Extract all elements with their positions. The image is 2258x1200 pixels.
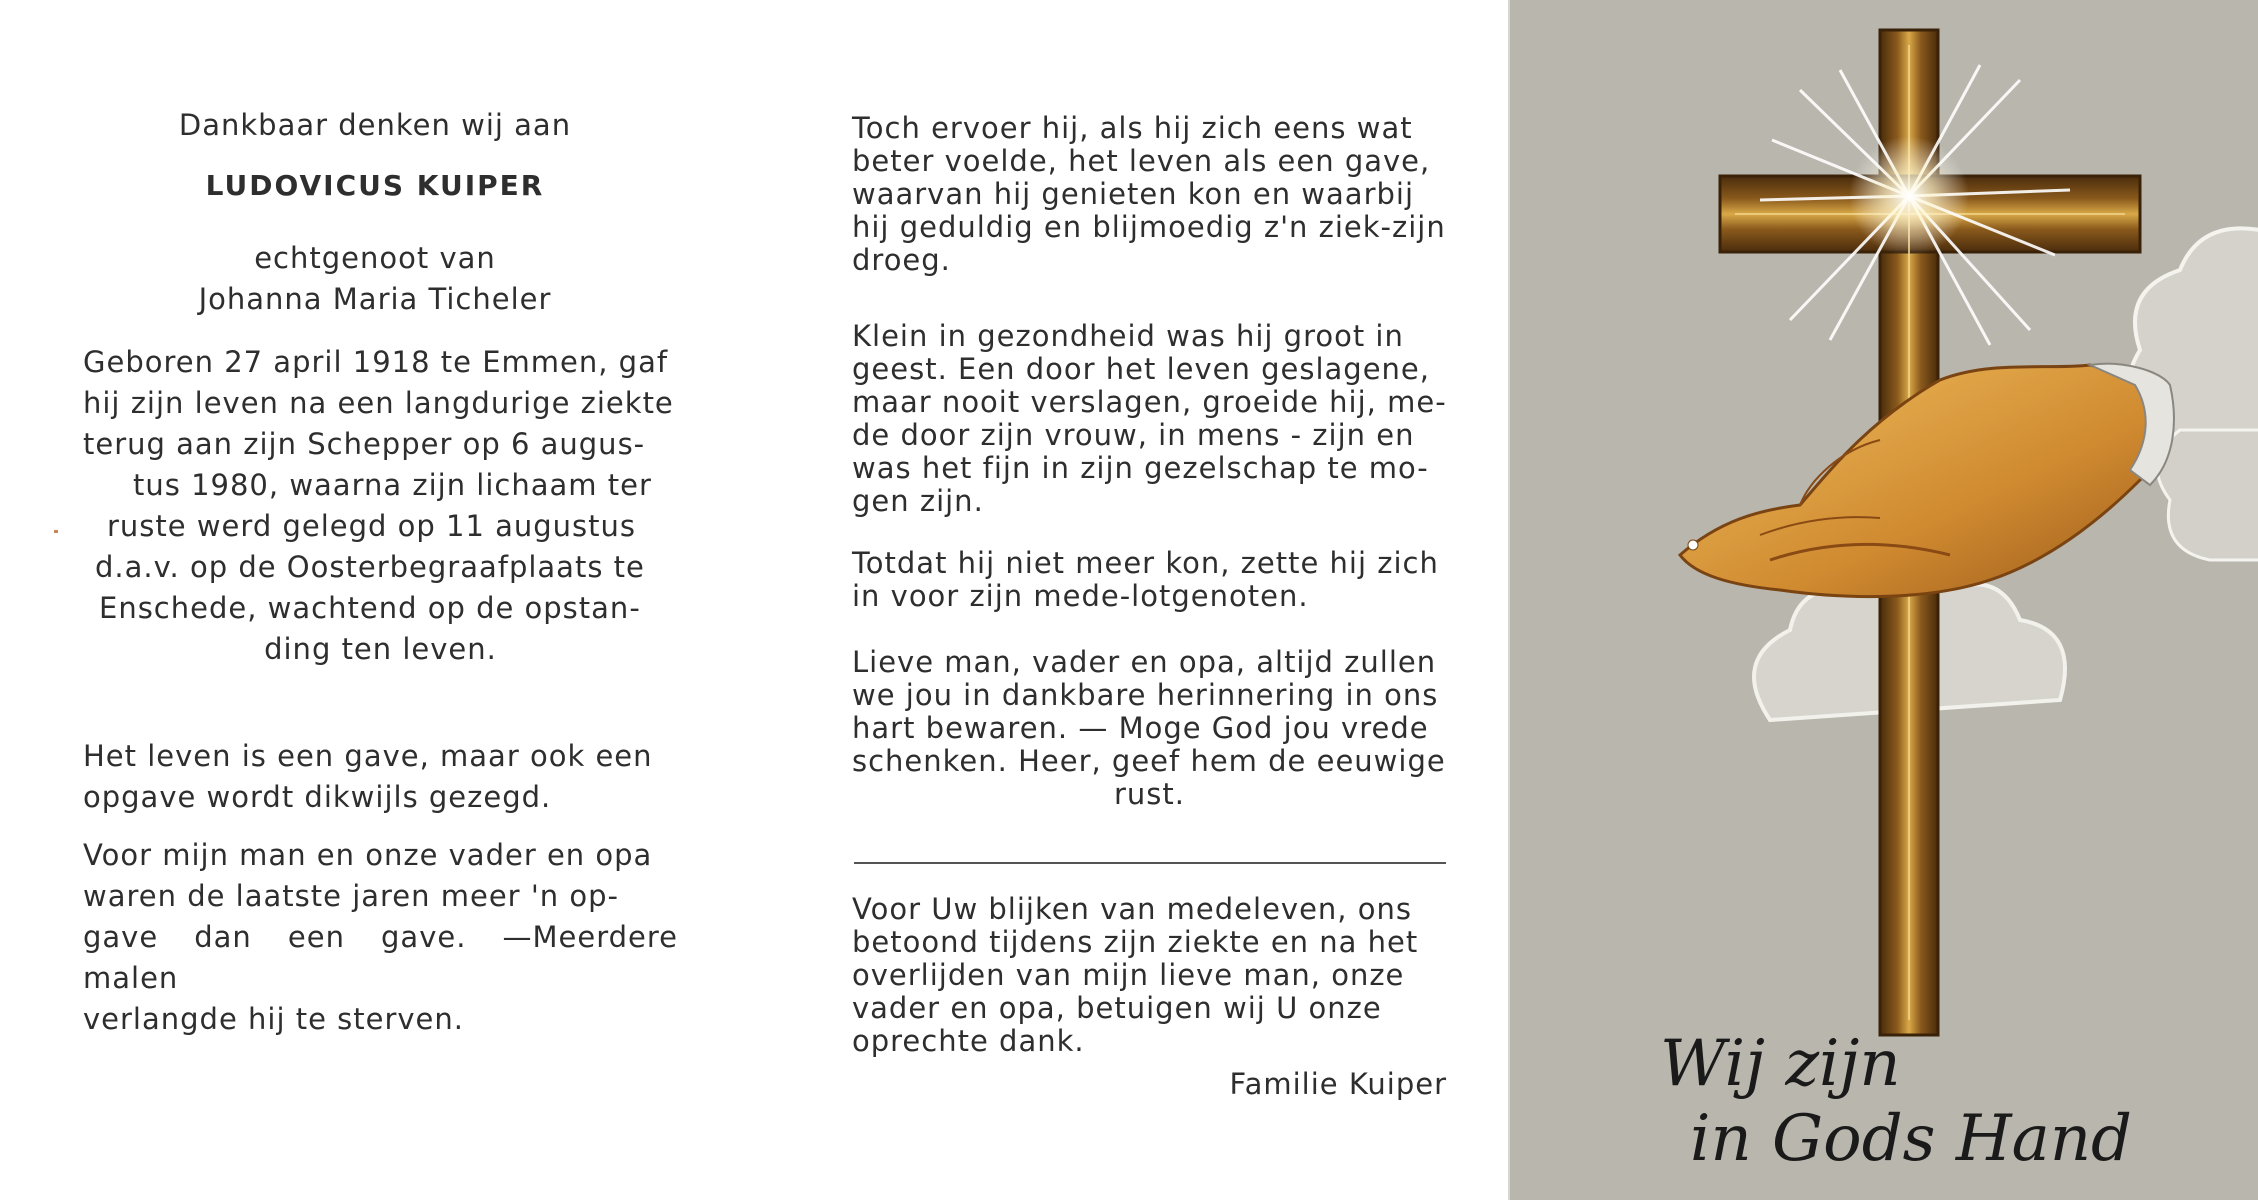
birth-line: ruste werd gelegd op 11 augustus xyxy=(107,509,637,543)
birth-line: ding ten leven. xyxy=(264,632,497,666)
intro-text: Dankbaar denken wij aan xyxy=(178,108,572,142)
middle-paragraph-2 xyxy=(852,320,1447,518)
deceased-name: LUDOVICUS KUIPER xyxy=(205,169,545,202)
divider xyxy=(854,862,1446,864)
cross-hand-illustration xyxy=(1510,0,2258,1200)
paragraph-line: verlangde hij te sterven. xyxy=(83,1002,465,1036)
paragraph-line: Het leven is een gave, maar ook een xyxy=(83,739,653,773)
paragraph-line: Totdat hij niet meer kon, zette hij zich xyxy=(852,546,1439,580)
hand-icon xyxy=(1680,364,2174,597)
paragraph-line: droeg. xyxy=(852,243,951,277)
paragraph-line: beter voelde, het leven als een gave, xyxy=(852,144,1431,178)
paragraph-line: gen zijn. xyxy=(852,484,984,518)
paragraph-line: waarvan hij genieten kon en waarbij xyxy=(852,177,1415,211)
thanks-block xyxy=(852,893,1447,1058)
birth-line: tus 1980, waarna zijn lichaam ter xyxy=(133,468,652,502)
paragraph-line: Voor Uw blijken van medeleven, ons xyxy=(852,892,1412,926)
paragraph-line: betoond tijdens zijn ziekte en na het xyxy=(852,925,1419,959)
caption-line-2: in Gods Hand xyxy=(1690,1102,2132,1176)
devotional-image-panel xyxy=(1508,0,2258,1200)
middle-paragraph-1 xyxy=(852,112,1447,277)
header-block xyxy=(80,105,670,320)
birth-line: Enschede, wachtend op de opstan- xyxy=(99,591,641,625)
spouse-name: Johanna Maria Ticheler xyxy=(198,282,552,316)
left-paragraph-1 xyxy=(83,736,678,818)
glow-center xyxy=(1849,136,1969,256)
birth-line: terug aan zijn Schepper op 6 augus- xyxy=(83,427,646,461)
paragraph-line: Voor mijn man en onze vader en opa xyxy=(83,838,653,872)
left-paragraph-2 xyxy=(83,835,678,1040)
paragraph-line: Klein in gezondheid was hij groot in xyxy=(852,319,1404,353)
paragraph-line: rust. xyxy=(1113,777,1185,811)
paragraph-line: Toch ervoer hij, als hij zich eens wat xyxy=(852,111,1413,145)
paragraph-line: in voor zijn mede-lotgenoten. xyxy=(852,579,1309,613)
paragraph-line: gave dan een gave. —Meerdere malen xyxy=(83,920,678,995)
paragraph-line: we jou in dankbare herinnering in ons xyxy=(852,678,1439,712)
middle-paragraph-3 xyxy=(852,547,1447,613)
caption-line-1: Wij zijn xyxy=(1660,1027,1901,1101)
paragraph-line: schenken. Heer, geef hem de eeuwige xyxy=(852,744,1446,778)
script-caption xyxy=(1660,1027,2132,1176)
spouse-prefix: echtgenoot van xyxy=(254,241,496,275)
paragraph-line: Lieve man, vader en opa, altijd zullen xyxy=(852,645,1437,679)
paragraph-line: geest. Een door het leven geslagene, xyxy=(852,352,1430,386)
middle-paragraph-4 xyxy=(852,646,1447,811)
paragraph-line: waren de laatste jaren meer 'n op- xyxy=(83,879,620,913)
left-panel xyxy=(0,0,748,1200)
paragraph-line: vader en opa, betuigen wij U onze xyxy=(852,991,1382,1025)
paragraph-line: oprechte dank. xyxy=(852,1024,1085,1058)
paragraph-line: was het fijn in zijn gezelschap te mo- xyxy=(852,451,1429,485)
birth-line: d.a.v. op de Oosterbegraafplaats te xyxy=(95,550,645,584)
paragraph-line: opgave wordt dikwijls gezegd. xyxy=(83,780,552,814)
ink-speck xyxy=(54,530,58,533)
middle-panel xyxy=(748,0,1508,1200)
paragraph-line: hart bewaren. — Moge God jou vrede xyxy=(852,711,1429,745)
paragraph-line: hij geduldig en blijmoedig z'n ziek-zijn xyxy=(852,210,1446,244)
paragraph-line: maar nooit verslagen, groeide hij, me- xyxy=(852,385,1447,419)
paragraph-line: overlijden van mijn lieve man, onze xyxy=(852,958,1405,992)
paragraph-line: de door zijn vrouw, in mens - zijn en xyxy=(852,418,1415,452)
birth-block xyxy=(83,342,678,670)
birth-line: Geboren 27 april 1918 te Emmen, gaf xyxy=(83,345,669,379)
birth-line: hij zijn leven na een langdurige ziekte xyxy=(83,386,674,420)
signature: Familie Kuiper xyxy=(1229,1067,1447,1101)
